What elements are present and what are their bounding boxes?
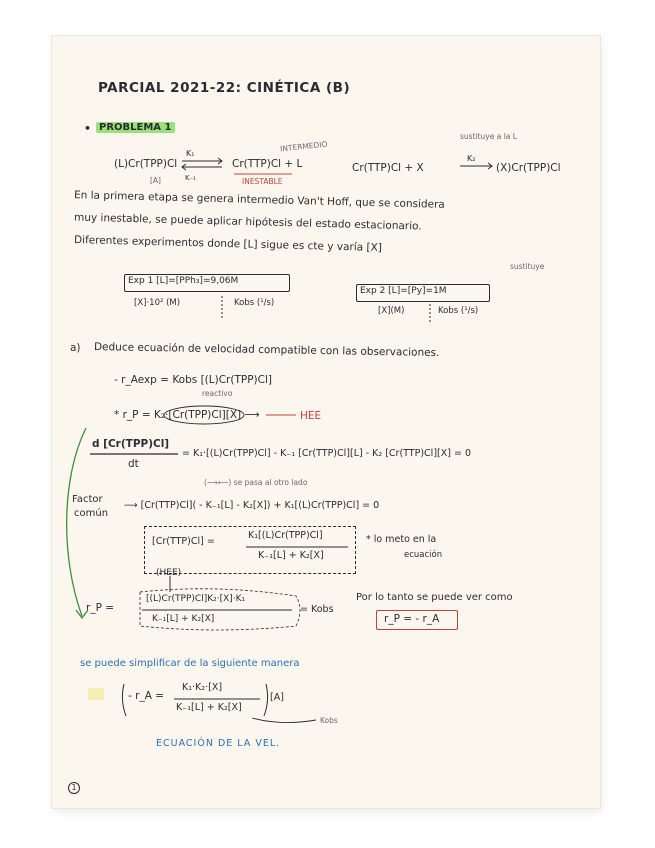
hee-label-red: HEE <box>300 410 322 422</box>
bullet: • <box>84 122 92 135</box>
paragraph-line-2: muy inestable, se puede aplicar hipótesis del estado estacionario. <box>73 211 422 233</box>
fraction-numerator: K₁[(L)Cr(TPP)Cl] <box>248 530 323 541</box>
reactant-formula: (L)Cr(TPP)Cl <box>114 158 178 170</box>
factor-equation: ⟶ [Cr(TTP)Cl]( - K₋₁[L] - K₂[X]) + K₁[(L)Cr(TPP)Cl] = 0 <box>124 500 380 511</box>
page-title: PARCIAL 2021-22: CINÉTICA (B) <box>98 80 351 96</box>
final-left-paren <box>122 684 126 716</box>
exp1-title: Exp 1 [L]=[PPh₃]=9,06M <box>128 276 239 286</box>
part-a-label: a) <box>70 342 81 354</box>
label-A: [A] <box>150 176 161 185</box>
k2-label: K₂ <box>467 154 476 163</box>
exp2-col2: Kobs (¹/s) <box>438 306 479 316</box>
final-right-paren <box>264 684 268 716</box>
paragraph-line-3: Diferentes experimentos donde [L] sigue es cte y varía [X] <box>73 233 383 255</box>
exp2-col1: [X](M) <box>378 306 405 316</box>
substitute-note: sustituye a la L <box>460 132 517 141</box>
k1-label: K₁ <box>186 149 195 158</box>
simplify-text: se puede simplificar de la siguiente manera <box>80 658 300 669</box>
rp-boxed-text: r_P = - r_A <box>384 613 440 625</box>
problem-label-text: PROBLEMA 1 <box>96 122 175 133</box>
final-numerator: K₁·K₂·[X] <box>182 682 223 693</box>
k-1-label: K₋₁ <box>185 174 197 182</box>
unstable-note: INESTABLE <box>242 177 283 186</box>
rp-denominator: K₋₁[L] + K₂[X] <box>152 614 215 624</box>
reactive-note: reactivo <box>202 389 233 398</box>
final-kobs-label: Kobs <box>320 716 338 725</box>
final-rhs: [A] <box>270 692 284 703</box>
annotation-strokes <box>52 36 600 808</box>
final-denominator: K₋₁[L] + K₂[X] <box>176 702 242 713</box>
rp-dashed-outline <box>140 589 300 630</box>
fraction-denominator: K₋₁[L] + K₂[X] <box>258 550 324 561</box>
factor-label-1: Factor <box>72 494 103 505</box>
page-number: 1 <box>68 782 80 794</box>
intermediate-circle <box>164 406 244 424</box>
part-a-statement: Deduce ecuación de velocidad compatible con las observaciones. <box>93 340 440 360</box>
factor-label-2: común <box>74 508 109 519</box>
intermediate-note: INTERMEDIO <box>279 139 328 154</box>
kobs-arrow <box>252 718 316 723</box>
hee-label: (HEE) <box>156 568 182 578</box>
insert-note-2: ecuación <box>404 550 443 560</box>
derivative-numerator: d [Cr(TPP)Cl] <box>92 438 170 450</box>
highlight-mark <box>88 688 104 700</box>
rate-exp-equation: - r_Aexp = Kobs [(L)Cr(TPP)Cl] <box>114 374 272 386</box>
rp-lhs: r_P = <box>86 602 115 614</box>
exp1-col1: [X]·10² (M) <box>134 298 181 308</box>
paragraph-line-1: En la primera etapa se genera intermedio Van't Hoff, que se considera <box>73 189 445 211</box>
derivative-rhs: = K₁·[(L)Cr(TPP)Cl] - K₋₁ [Cr(TTP)Cl][L] - K₂ [Cr(TTP)Cl][X] = 0 <box>182 448 471 459</box>
rp-note: Por lo tanto se puede ver como <box>356 592 513 603</box>
fraction-lhs: [Cr(TTP)Cl] = <box>152 536 215 547</box>
rp-kobs: = Kobs <box>300 604 334 615</box>
rp-numerator: [(L)Cr(TPP)Cl]K₂·[X]·K₁ <box>146 594 246 604</box>
intermediate-formula: Cr(TTP)Cl + L <box>232 158 303 170</box>
reaction2-reactants: Cr(TTP)Cl + X <box>352 162 424 174</box>
final-caption: ECUACIÓN DE LA VEL. <box>156 738 281 749</box>
exp1-col2: Kobs (¹/s) <box>234 298 275 308</box>
exp2-title: Exp 2 [L]=[Py]=1M <box>360 286 447 296</box>
green-curve-arrow <box>67 428 86 616</box>
derivative-denominator: dt <box>128 458 139 470</box>
notebook-page <box>52 36 600 808</box>
insert-note-1: * lo meto en la <box>366 534 437 545</box>
derivative-note: (⟶⟵) se pasa al otro lado <box>204 478 308 487</box>
final-lhs: - r_A = <box>128 690 165 702</box>
green-arrowhead <box>76 610 88 618</box>
paragraph-side-note: sustituye <box>510 262 545 271</box>
reaction2-product: (X)Cr(TPP)Cl <box>496 162 561 174</box>
rate-p-equation: * r_P = K₂·[Cr(TPP)Cl][X] ⟶ <box>114 409 260 421</box>
